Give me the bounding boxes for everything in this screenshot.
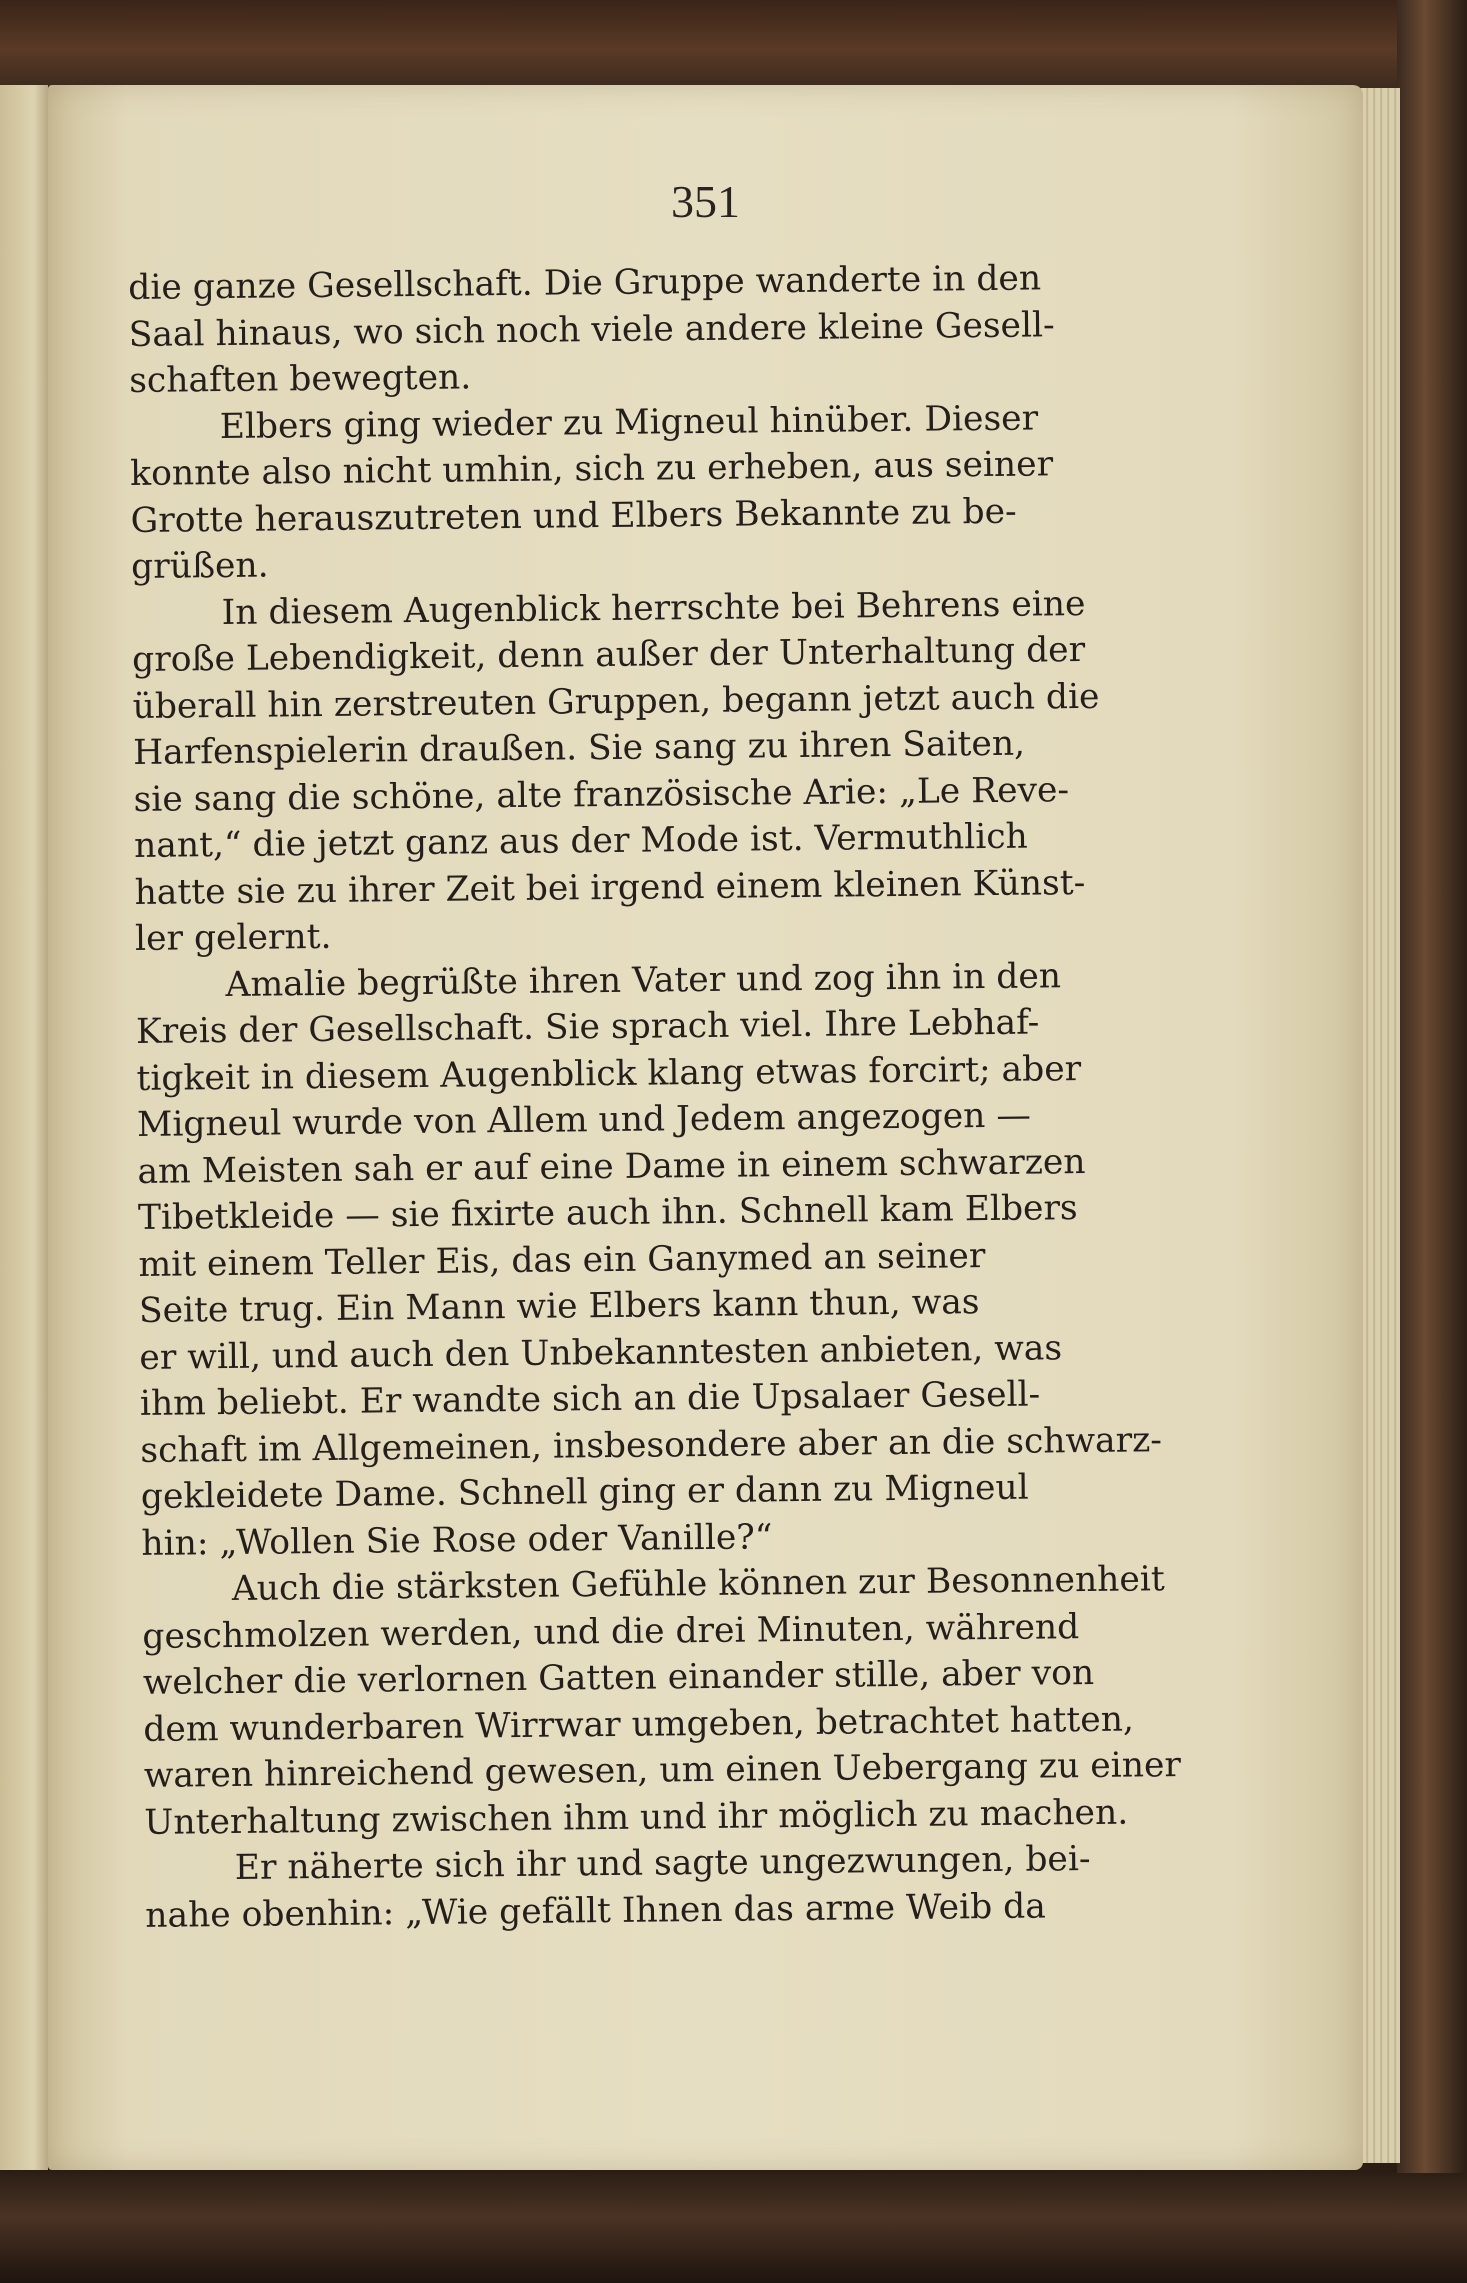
- text-line: Tibetkleide — sie fixirte auch ihn. Schnell kam Elbers: [137, 1188, 1078, 1238]
- text-line: ler gelernt.: [134, 916, 332, 959]
- text-line: Grotte herauszutreten und Elbers Bekannte zu be-: [130, 491, 1017, 541]
- text-line: die ganze Gesellschaft. Die Gruppe wanderte in den: [128, 258, 1042, 308]
- text-line: ihm beliebt. Er wandte sich an die Upsalaer Gesell-: [139, 1374, 1041, 1424]
- text-line: hin: „Wollen Sie Rose oder Vanille?“: [141, 1516, 773, 1564]
- text-line: geschmolzen werden, und die drei Minuten, während: [142, 1606, 1080, 1657]
- text-line: Harfenspielerin draußen. Sie sang zu ihren Saiten,: [132, 723, 1026, 773]
- page-number: 351: [671, 176, 740, 227]
- text-line: dem wunderbaren Wirrwar umgeben, betrachtet hatten,: [143, 1699, 1135, 1750]
- text-line: Kreis der Gesellschaft. Sie sprach viel. Ihre Lebhaf-: [135, 1002, 1040, 1052]
- text-line: Elbers ging wieder zu Migneul hinüber. Dieser: [219, 397, 1039, 447]
- text-line: überall hin zerstreuten Gruppen, begann jetzt auch die: [132, 676, 1100, 727]
- text-line: gekleidete Dame. Schnell ging er dann zu Migneul: [140, 1467, 1029, 1517]
- text-line: tigkeit in diesem Augenblick klang etwas forcirt; aber: [136, 1048, 1082, 1099]
- text-line: Saal hinaus, wo sich noch viele andere kleine Gesell-: [128, 304, 1055, 355]
- text-line: Migneul wurde von Allem und Jedem angezogen —: [136, 1095, 1032, 1145]
- text-line: grüßen.: [130, 545, 269, 587]
- text-line: mit einem Teller Eis, das ein Ganymed an seiner: [138, 1235, 986, 1285]
- text-line: am Meisten sah er auf eine Dame in einem schwarzen: [137, 1141, 1086, 1192]
- text-line: waren hinreichend gewesen, um einen Uebergang zu einer: [143, 1745, 1182, 1796]
- text-line: konnte also nicht umhin, sich zu erheben, aus seiner: [129, 444, 1054, 494]
- text-line: nant,“ die jetzt ganz aus der Mode ist. Vermuthlich: [133, 816, 1028, 866]
- text-line: welcher die verlornen Gatten einander stille, aber von: [142, 1652, 1095, 1703]
- text-line: nahe obenhin: „Wie gefällt Ihnen das arme Weib da: [145, 1885, 1047, 1936]
- text-line: Seite trug. Ein Mann wie Elbers kann thun, was: [138, 1282, 980, 1331]
- text-line: sie sang die schöne, alte französische Arie: „Le Reve-: [133, 769, 1070, 820]
- book-cover-right: [1397, 0, 1467, 2283]
- text-line: In diesem Augenblick herrschte bei Behrens eine: [221, 583, 1086, 633]
- text-line: hatte sie zu ihrer Zeit bei irgend einem kleinen Künst-: [134, 862, 1086, 913]
- text-line: er will, und auch den Unbekanntesten anbieten, was: [139, 1327, 1063, 1378]
- page-body-text: [128, 253, 1285, 1939]
- text-line: große Lebendigkeit, denn außer der Unterhaltung der: [131, 629, 1086, 680]
- text-line: Auch die stärksten Gefühle können zur Besonnenheit: [231, 1559, 1165, 1609]
- text-line: schaft im Allgemeinen, insbesondere aber an die schwarz-: [140, 1419, 1163, 1471]
- facing-page-edge: [0, 85, 48, 2170]
- text-line: Er näherte sich ihr und sagte ungezwungen, bei-: [234, 1839, 1091, 1888]
- text-line: Unterhaltung zwischen ihm und ihr möglich zu machen.: [144, 1792, 1129, 1843]
- book-cover-top: [0, 0, 1467, 90]
- text-line: Amalie begrüßte ihren Vater und zog ihn in den: [225, 955, 1062, 1005]
- book-cover-bottom: [0, 2173, 1467, 2283]
- text-line: schaften bewegten.: [129, 357, 472, 401]
- book-page: [48, 85, 1363, 2170]
